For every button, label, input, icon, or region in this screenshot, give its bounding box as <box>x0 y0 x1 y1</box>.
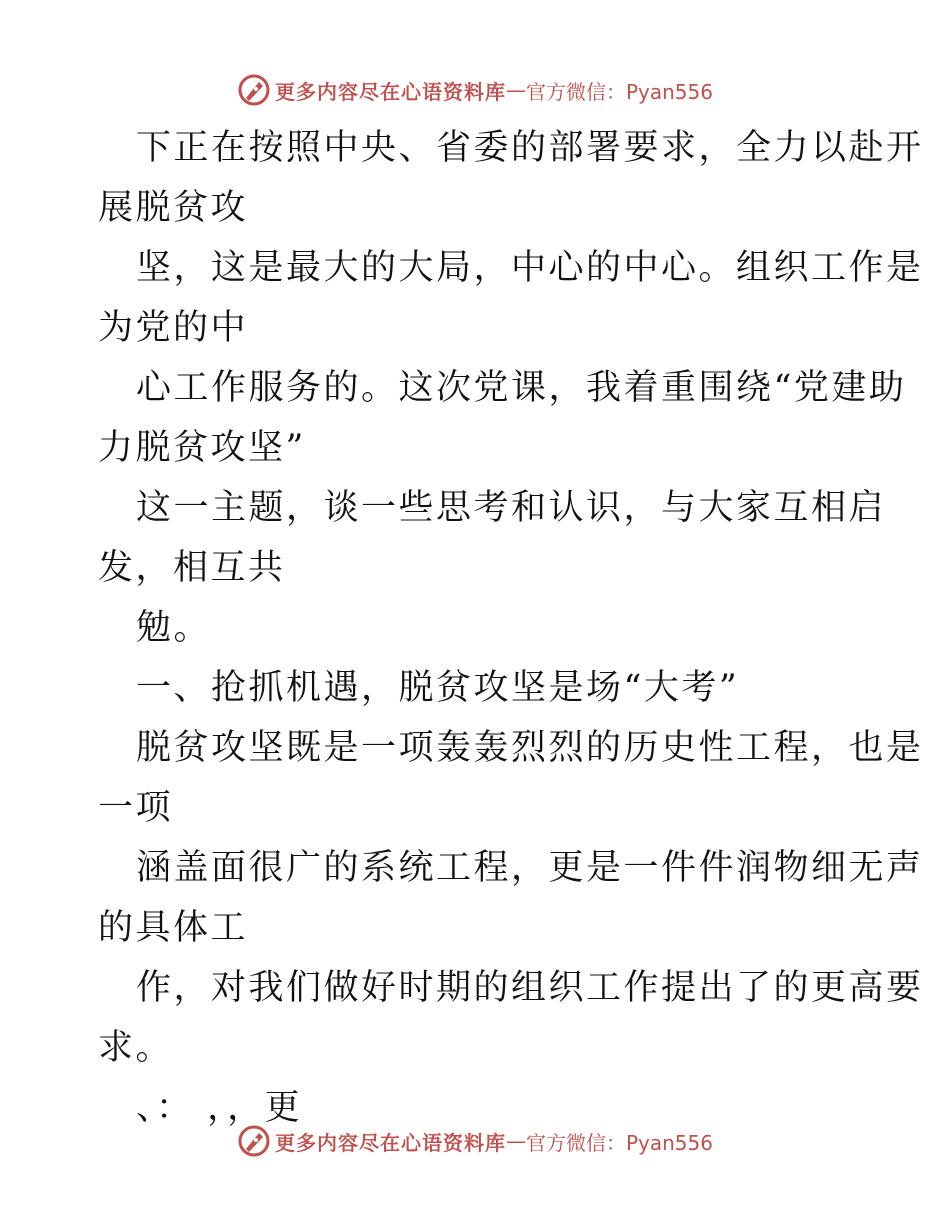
text-line: 发，相互共 <box>98 548 286 588</box>
text-line: 为党的中 <box>98 308 249 348</box>
text-line: 勉。 <box>136 608 212 648</box>
header-watermark <box>0 70 950 110</box>
watermark-title: 更多内容尽在心语资料库 <box>274 79 506 104</box>
watermark-title: 更多内容尽在心语资料库 <box>274 1130 506 1155</box>
text-line: 这一主题，谈一些思考和认识，与大家互相启 <box>136 488 887 528</box>
text-line: 一项 <box>98 788 174 828</box>
text-line: 心工作服务的。这次党课，我着重围绕“党建助 <box>136 368 907 408</box>
text-line: 展脱贫攻 <box>98 188 249 228</box>
text-line: 坚，这是最大的大局，中心的中心。组织工作是 <box>136 248 924 288</box>
pen-nib-logo-icon <box>237 73 271 107</box>
text-line: 涵盖面很广的系统工程，更是一件件润物细无声 <box>136 848 924 888</box>
watermark-contact: 官方微信：Pyan556 <box>525 79 713 104</box>
document-body <box>98 118 924 1138</box>
text-line: 求。 <box>98 1028 174 1068</box>
text-line: 脱贫攻坚既是一项轰轰烈烈的历史性工程，也是 <box>136 728 924 768</box>
footer-watermark <box>0 1121 950 1161</box>
watermark-separator: — <box>505 78 526 102</box>
watermark-contact: 官方微信：Pyan556 <box>525 1130 713 1155</box>
section-heading: 一、抢抓机遇，脱贫攻坚是场“大考” <box>136 668 740 708</box>
text-line: 的具体工 <box>98 908 249 948</box>
text-line: 、： ，，更 <box>136 1088 303 1128</box>
pen-nib-logo-icon <box>237 1124 271 1158</box>
text-line: 力脱贫攻坚” <box>98 428 306 468</box>
watermark-separator: — <box>505 1129 526 1153</box>
text-line: 下正在按照中央、省委的部署要求，全力以赴开 <box>136 128 924 168</box>
text-line: 作，对我们做好时期的组织工作提出了的更高要 <box>136 968 924 1008</box>
